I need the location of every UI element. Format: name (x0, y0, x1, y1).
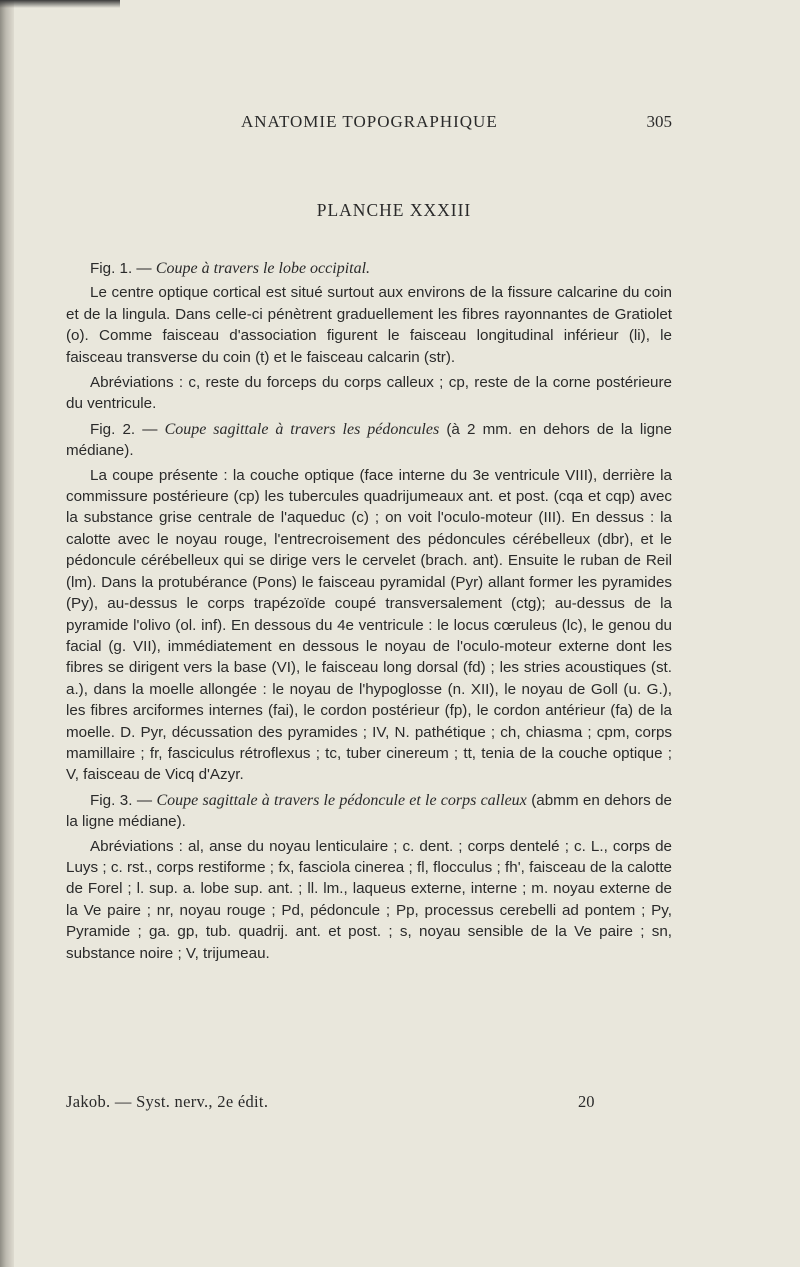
figure-3-title: Coupe sagittale à travers le pédoncule et le corps calleux (156, 791, 527, 809)
page-number: 305 (646, 112, 672, 131)
signature-number: 20 (578, 1092, 595, 1111)
running-title: ANATOMIE TOPOGRAPHIQUE (241, 112, 498, 131)
figure-1-paragraph: Le centre optique cortical est situé surtout aux environs de la fissure calcarine du coin et de la lingula. Dans celle-ci pénètrent graduellement les fibres rayonnantes de Gratiolet (o). Comme faisceau d'association figurent le faisceau longitudinal inférieur (li), le faisceau transverse du coin (t) et le faisceau calcarin (str). (66, 284, 672, 366)
figure-1-title: Coupe à travers le lobe occipital. (155, 260, 371, 277)
figure-1-paragraph: Abréviations : c, reste du forceps du corps calleux ; cp, reste de la corne postérieure du ventricule. (66, 374, 672, 413)
figure-3-caption (66, 790, 672, 833)
footer-citation: Jakob. — Syst. nerv., 2e édit. (66, 1092, 269, 1111)
running-head (66, 112, 672, 136)
figure-2-caption (66, 419, 672, 462)
figure-2-title-rest: (à 2 mm. en dehors de la ligne médiane). (66, 420, 672, 460)
figure-2-label: Fig. 2. — (90, 420, 165, 438)
figure-3-label: Fig. 3. — (90, 791, 157, 809)
figure-1-label: Fig. 1. — (90, 260, 156, 277)
plate-title: PLANCHE XXXIII (316, 200, 472, 220)
page-footer (66, 1092, 672, 1116)
figure-2-title: Coupe sagittale à travers les pédoncules (164, 420, 440, 438)
body-text (66, 258, 672, 968)
figure-3-title-rest: (abmm en dehors de la ligne médiane). (66, 791, 672, 831)
page-edge-shadow (0, 0, 14, 1267)
figure-1-caption (66, 258, 672, 279)
figure-3-paragraph: Abréviations : al, anse du noyau lenticulaire ; c. dent. ; corps dentelé ; c. L., corps de Luys ; c. rst., corps restiforme ; fx, fasciola cinerea ; fl, flocculus ; fh', faisceau de la calotte de Forel ; l. sup. a. lobe sup. ant. ; ll. lm., laqueus externe, interne ; m. noyau externe de la Ve paire ; nr, noyau rouge ; Pd, pédoncule ; Pp, processus cerebelli ad pontem ; Py, Pyramide ; ga. gp, tub. quadrij. ant. et post. ; s, noyau sensible de la Ve paire ; sn, substance noire ; V, trijumeau. (66, 837, 672, 962)
book-page (66, 0, 672, 1267)
figure-2-paragraph: La coupe présente : la couche optique (face interne du 3e ventricule VIII), derrière la commissure postérieure (cp) les tubercules quadrijumeaux ant. et post. (cqa et cqp) avec la substance grise centrale de l'aqueduc (c) ; on voit l'oculo-moteur (III). En dessus : la calotte avec le noyau rouge, l'entrecroisement des pédoncules cérébelleux (dbr), et le pédoncule cérébelleux qui se dirige vers le cervelet (brach. ant). Ensuite le ruban de Reil (lm). Dans la protubérance (Pons) le faisceau pyramidal (Pyr) allant former les pyramides (Py), au-dessus le corps trapézoïde coupé transversalement (ctg); au-dessus de la pyramide l'olivo (ol. inf). En dessous du 4e ventricule : le locus cœruleus (lc), le genou du facial (g. VII), immédiatement en dessous le noyau de l'oculo-moteur externe dont les fibres se dirigent vers la base (VI), le faisceau long dorsal (fd) ; les stries acoustiques (st. a.), dans la moelle allongée : le noyau de l'hypoglosse (n. XII), le noyau de Goll (u. G.), les fibres arciformes internes (fai), le cordon postérieur (fp), le cordon antérieur (fa) de la moelle. D. Pyr, décussation des pyramides ; IV, N. pathétique ; ch, chiasma ; cpm, corps mamillaire ; fr, fasciculus rétroflexus ; tc, tuber cinereum ; tt, tenia de la couche optique ; V, faisceau de Vicq d'Azyr. (66, 466, 672, 784)
